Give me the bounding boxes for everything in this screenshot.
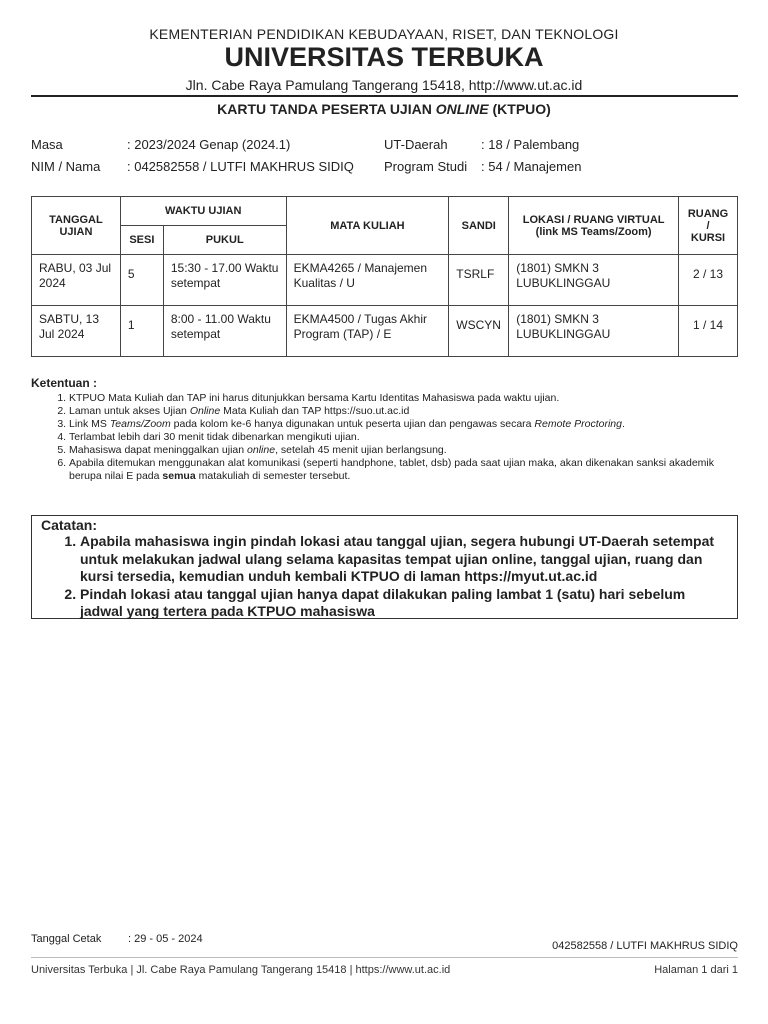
- list-item: 1. Apabila mahasiswa ingin pindah lokasi atau tanggal ujian, segera hubungi UT-Daerah setempat untuk melakukan jadwal ulang selama kapasitas tempat ujian online, tanggal ujian, ruang dan kursi tersedia, kemudian unduh kembali KTPUO di laman https://myut.ut.ac.id: [80, 533, 727, 586]
- daerah-label: UT-Daerah: [384, 137, 448, 152]
- footer-student: 042582558 / LUTFI MAKHRUS SIDIQ: [552, 940, 738, 952]
- header-lokasi: [509, 197, 679, 255]
- header-ruang-line3: KURSI: [690, 231, 726, 244]
- cell-pukul: 8:00 - 11.00 Waktu setempat: [163, 306, 286, 357]
- prodi-value: : 54 / Manajemen: [481, 159, 582, 174]
- header-mata-kuliah: MATA KULIAH: [286, 197, 449, 255]
- ket5-italic: online: [247, 444, 276, 456]
- university-name: UNIVERSITAS TERBUKA: [224, 42, 544, 72]
- title-prefix: KARTU TANDA PESERTA UJIAN: [217, 101, 436, 117]
- header-divider: [31, 95, 738, 97]
- cell-ruang: 1 / 14: [679, 306, 738, 357]
- ketentuan-title: Ketentuan :: [31, 376, 97, 390]
- list-item: [69, 444, 736, 457]
- cell-sesi: 5: [120, 255, 163, 306]
- title-italic: ONLINE: [435, 101, 489, 117]
- ket2-italic: Online: [189, 405, 221, 417]
- ket6-text-b: matakuliah di semester tersebut.: [195, 470, 351, 482]
- cell-lokasi: (1801) SMKN 3 LUBUKLINGGAU: [509, 306, 679, 357]
- header-pukul: PUKUL: [163, 226, 286, 255]
- header-ruang: [679, 197, 738, 255]
- cell-ruang: 2 / 13: [679, 255, 738, 306]
- print-date-value: : 29 - 05 - 2024: [128, 933, 203, 945]
- catatan-box: [31, 515, 738, 619]
- university-address: Jln. Cabe Raya Pamulang Tangerang 15418, http://www.ut.ac.id: [185, 77, 583, 93]
- ket3-text-a: Link MS: [69, 418, 110, 430]
- exam-schedule-table: [31, 196, 738, 357]
- footer-address: Universitas Terbuka | Jl. Cabe Raya Pamulang Tangerang 15418 | https://www.ut.ac.id: [31, 964, 451, 976]
- catatan-list: [32, 533, 737, 621]
- page-number: Halaman 1 dari 1: [654, 964, 738, 976]
- ket2-text-a: Laman untuk akses Ujian: [69, 405, 190, 417]
- header-ruang-line1: RUANG: [687, 207, 729, 220]
- nim-value: : 042582558 / LUTFI MAKHRUS SIDIQ: [127, 159, 354, 174]
- header-lokasi-line1: LOKASI / RUANG VIRTUAL: [522, 213, 665, 226]
- cell-tanggal: SABTU, 13 Jul 2024: [32, 306, 121, 357]
- header-tanggal: TANGGAL UJIAN: [32, 197, 121, 255]
- cell-sandi: WSCYN: [449, 306, 509, 357]
- ket5-text-b: , setelah 45 menit ujian berlangsung.: [275, 444, 447, 456]
- table-row: [32, 255, 738, 306]
- cell-pukul: 15:30 - 17.00 Waktu setempat: [163, 255, 286, 306]
- table-row: [32, 306, 738, 357]
- catatan-title: Catatan:: [41, 517, 98, 533]
- ketentuan-list: [31, 392, 736, 483]
- header-sandi: SANDI: [449, 197, 509, 255]
- list-item: [69, 457, 736, 483]
- cell-sesi: 1: [120, 306, 163, 357]
- cell-tanggal: RABU, 03 Jul 2024: [32, 255, 121, 306]
- list-item: 2. Pindah lokasi atau tanggal ujian hanya dapat dilakukan paling lambat 1 (satu) hari sebelum jadwal yang tertera pada KTPUO mahasiswa: [80, 586, 727, 621]
- ket3-text-c: .: [621, 418, 625, 430]
- cell-mata-kuliah: EKMA4265 / Manajemen Kualitas / U: [286, 255, 449, 306]
- nim-label: NIM / Nama: [31, 159, 101, 174]
- ket3-italic-b: Remote Proctoring: [534, 418, 622, 430]
- header-ruang-line2: /: [706, 219, 710, 232]
- list-item: 1. KTPUO Mata Kuliah dan TAP ini harus ditunjukkan bersama Kartu Identitas Mahasiswa pada waktu ujian.: [69, 392, 736, 405]
- title-suffix: (KTPUO): [488, 101, 551, 117]
- list-item: [69, 418, 736, 431]
- ket5-text-a: Mahasiswa dapat meninggalkan ujian: [69, 444, 248, 456]
- footer-divider: [31, 957, 738, 958]
- document-title: [0, 101, 768, 117]
- cell-lokasi: (1801) SMKN 3 LUBUKLINGGAU: [509, 255, 679, 306]
- ket6-bold: semua: [162, 470, 196, 482]
- ket3-text-b: pada kolom ke-6 hanya digunakan untuk peserta ujian dan pengawas secara: [170, 418, 535, 430]
- masa-label: Masa: [31, 137, 63, 152]
- daerah-value: : 18 / Palembang: [481, 137, 580, 152]
- ket2-text-b: Mata Kuliah dan TAP https://suo.ut.ac.id: [220, 405, 410, 417]
- header-waktu: WAKTU UJIAN: [120, 197, 286, 226]
- ministry-name: KEMENTERIAN PENDIDIKAN KEBUDAYAAN, RISET, DAN TEKNOLOGI: [149, 26, 619, 42]
- header-lokasi-line2: (link MS Teams/Zoom): [535, 225, 652, 238]
- list-item: 4. Terlambat lebih dari 30 menit tidak dibenarkan mengikuti ujian.: [69, 431, 736, 444]
- masa-value: : 2023/2024 Genap (2024.1): [127, 137, 291, 152]
- ket6-text-a: Apabila ditemukan menggunakan alat komunikasi (seperti handphone, tablet, dsb) pada saat ujian maka, akan dikenakan sanksi akademik berupa nilai E pada: [69, 457, 714, 482]
- ket3-italic-a: Teams/Zoom: [109, 418, 171, 430]
- cell-sandi: TSRLF: [449, 255, 509, 306]
- list-item: [69, 405, 736, 418]
- header-sesi: SESI: [120, 226, 163, 255]
- cell-mata-kuliah: EKMA4500 / Tugas Akhir Program (TAP) / E: [286, 306, 449, 357]
- print-date-label: Tanggal Cetak: [31, 933, 102, 945]
- prodi-label: Program Studi: [384, 159, 468, 174]
